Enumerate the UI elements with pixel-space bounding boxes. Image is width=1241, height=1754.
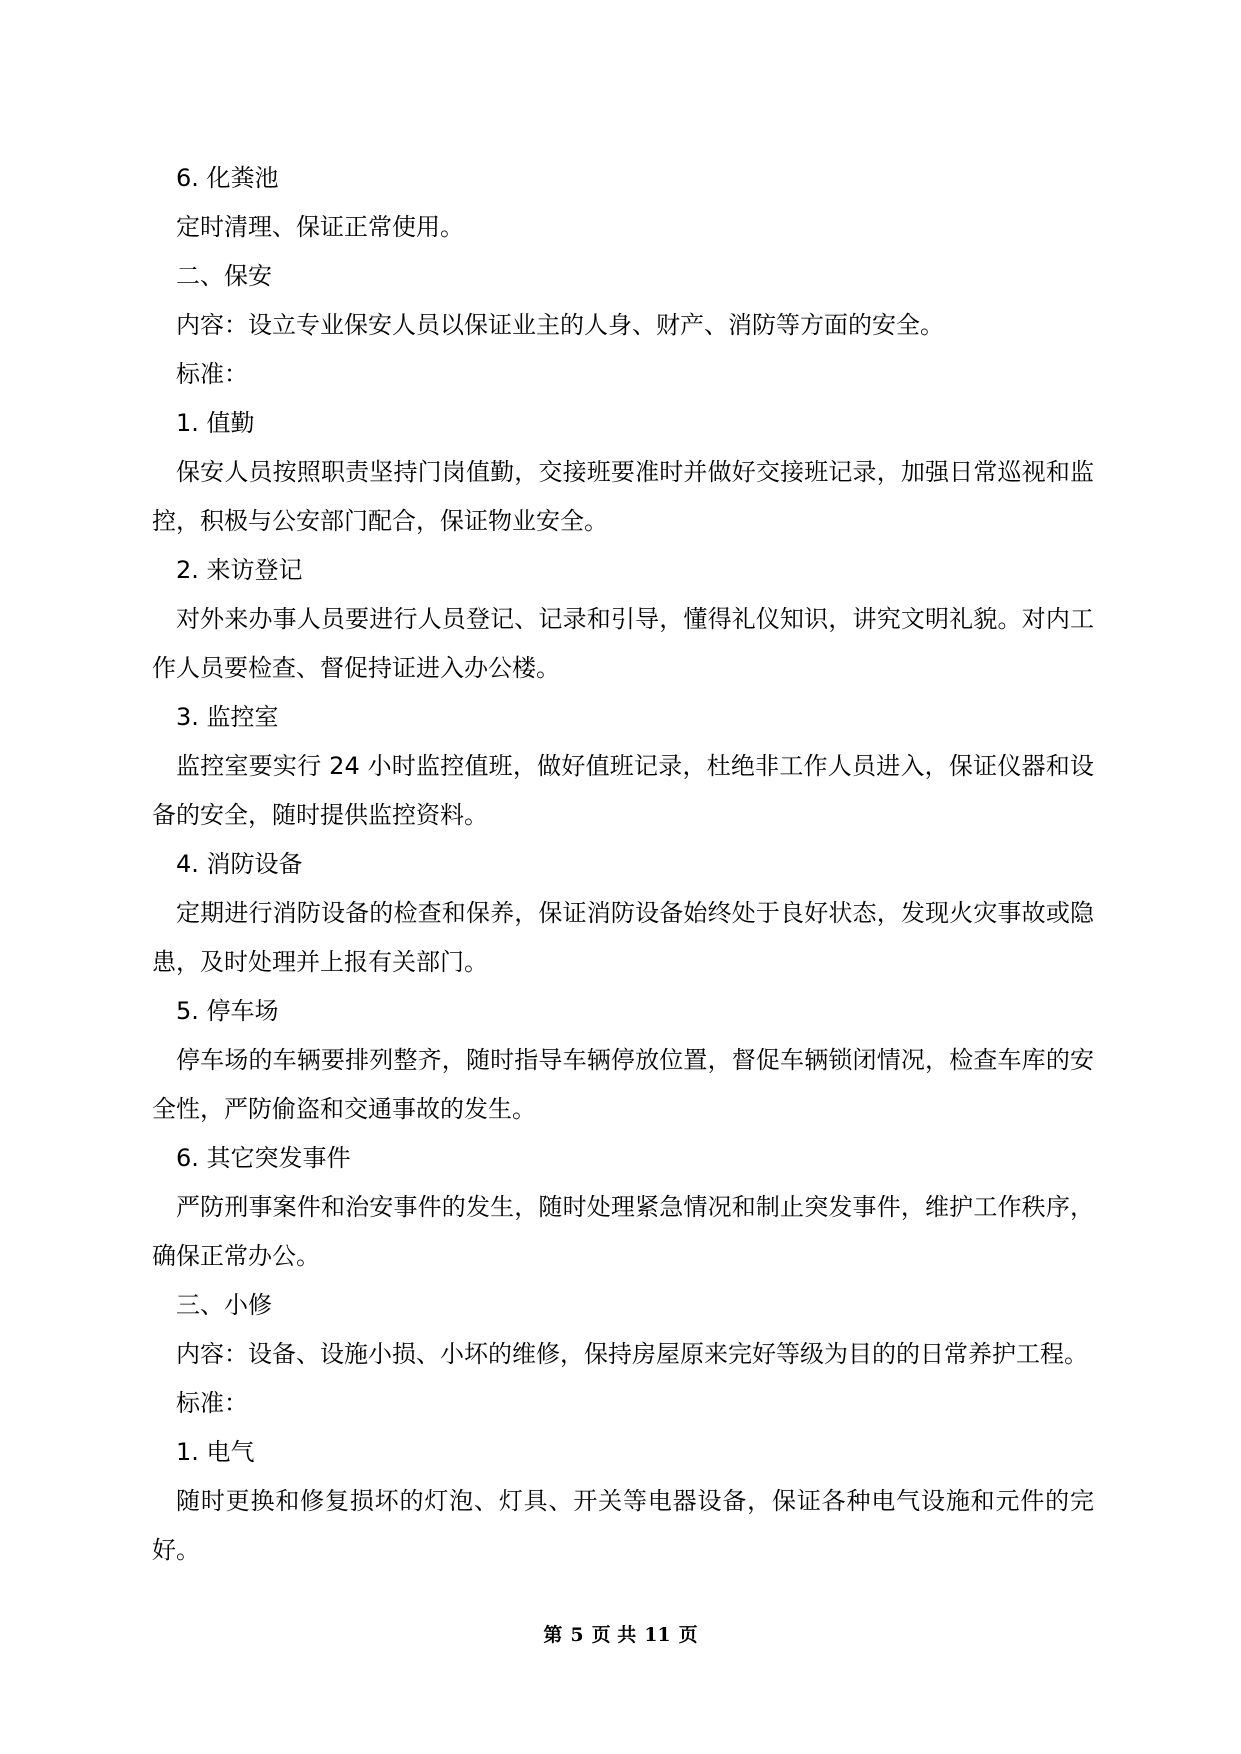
section-standard-label: 标准： <box>176 1389 248 1417</box>
item-heading-parking-lot: 5. 停车场 <box>176 997 279 1025</box>
footer-page-number: 5 <box>570 1624 584 1646</box>
item-heading-monitoring-room: 3. 监控室 <box>176 703 279 731</box>
item-heading-duty: 1. 值勤 <box>176 409 255 437</box>
footer-total-pages: 11 <box>644 1624 671 1646</box>
paragraph-fire-equipment: 定期进行消防设备的检查和保养，保证消防设备始终处于良好状态，发现火灾事故或隐患，及时处理并上报有关部门。 <box>152 899 1094 976</box>
section-heading-minor-repair: 三、小修 <box>176 1291 272 1319</box>
footer-prefix: 第 <box>543 1624 563 1646</box>
section-content-minor-repair: 内容：设备、设施小损、小坏的维修，保持房屋原来完好等级为目的的日常养护工程。 <box>176 1340 1088 1368</box>
footer-middle: 页 共 <box>591 1624 637 1646</box>
item-heading-emergencies: 6. 其它突发事件 <box>176 1144 351 1172</box>
section-standard-label: 标准： <box>176 360 248 388</box>
item-heading-visitor-registration: 2. 来访登记 <box>176 556 303 584</box>
item-heading-fire-equipment: 4. 消防设备 <box>176 850 303 878</box>
footer-suffix: 页 <box>678 1624 698 1646</box>
document-body <box>152 154 1094 1575</box>
section-heading-security: 二、保安 <box>176 262 272 290</box>
paragraph-electrical: 随时更换和修复损坏的灯泡、灯具、开关等电器设备，保证各种电气设施和元件的完好。 <box>152 1487 1094 1564</box>
page-footer <box>0 1620 1241 1650</box>
section-content-security: 内容：设立专业保安人员以保证业主的人身、财产、消防等方面的安全。 <box>176 311 944 339</box>
paragraph-monitoring-room: 监控室要实行 24 小时监控值班，做好值班记录，杜绝非工作人员进入，保证仪器和设备的安全，随时提供监控资料。 <box>152 752 1094 829</box>
paragraph-parking-lot: 停车场的车辆要排列整齐，随时指导车辆停放位置，督促车辆锁闭情况，检查车库的安全性，严防偷盗和交通事故的发生。 <box>152 1046 1094 1123</box>
paragraph-septic-tank: 定时清理、保证正常使用。 <box>176 213 464 241</box>
paragraph-duty: 保安人员按照职责坚持门岗值勤，交接班要准时并做好交接班记录，加强日常巡视和监控，积极与公安部门配合，保证物业安全。 <box>152 458 1094 535</box>
item-heading-electrical: 1. 电气 <box>176 1438 255 1466</box>
paragraph-visitor-registration: 对外来办事人员要进行人员登记、记录和引导，懂得礼仪知识，讲究文明礼貌。对内工作人员要检查、督促持证进入办公楼。 <box>152 605 1094 682</box>
item-heading-septic-tank: 6. 化粪池 <box>176 164 279 192</box>
paragraph-emergencies: 严防刑事案件和治安事件的发生，随时处理紧急情况和制止突发事件，维护工作秩序，确保正常办公。 <box>152 1193 1094 1270</box>
